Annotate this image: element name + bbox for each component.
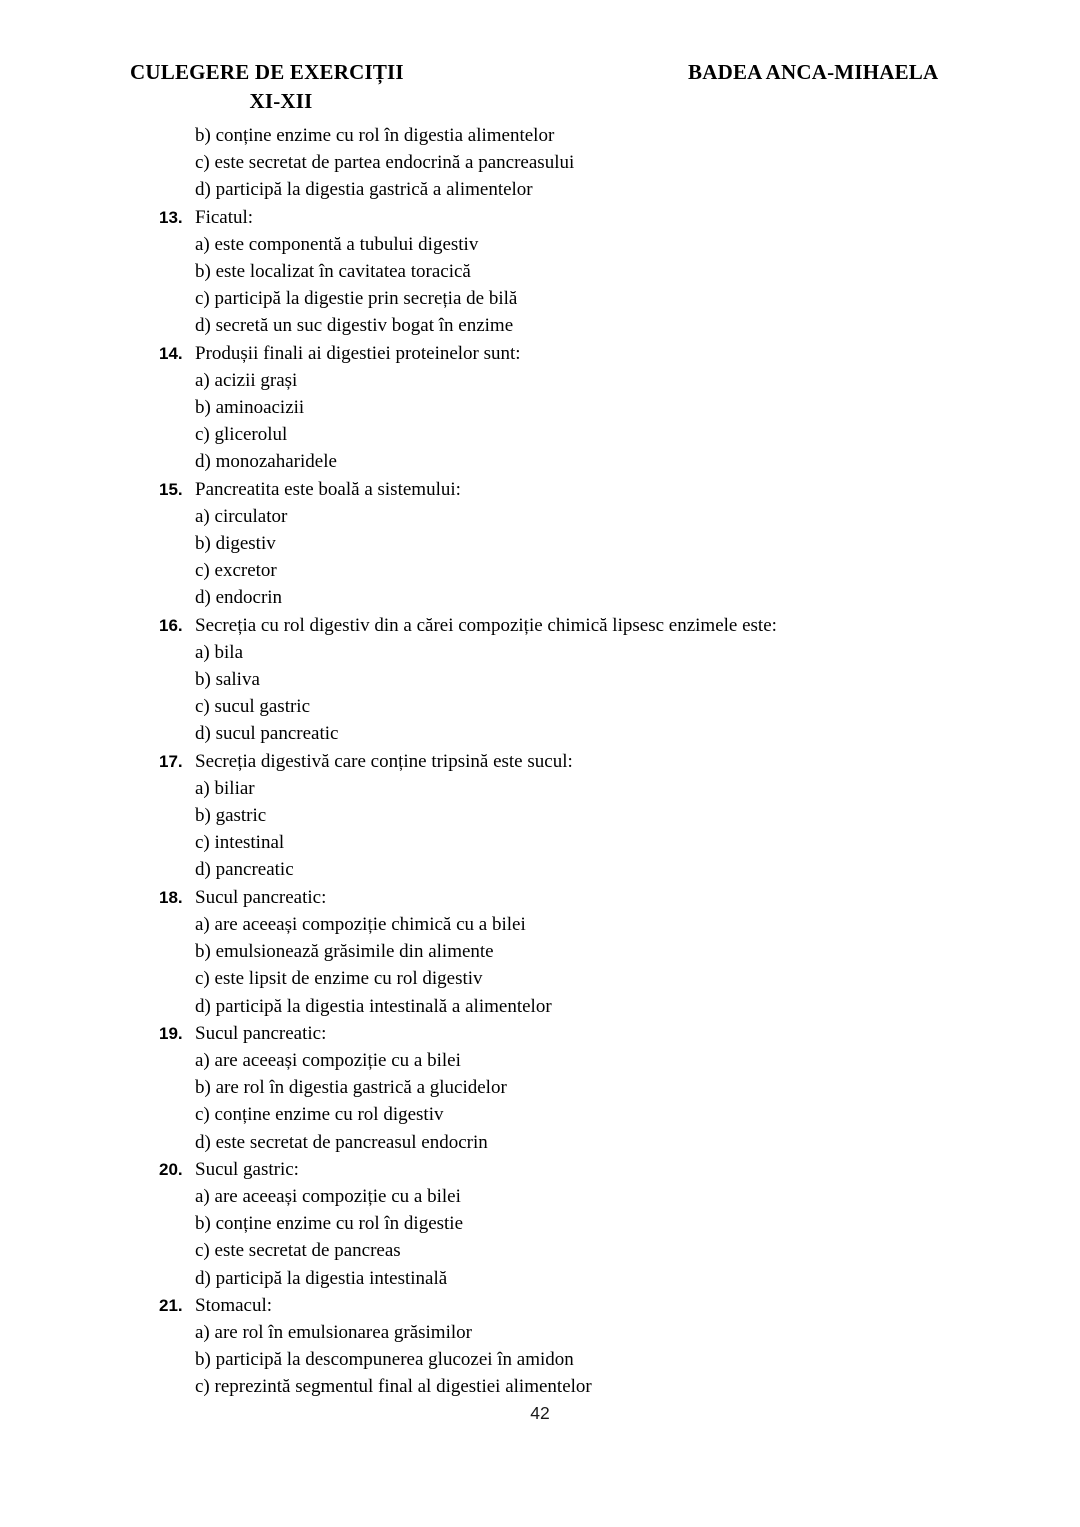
question-number: 16. [159, 615, 183, 635]
question-number: 17. [159, 751, 183, 771]
option-line: b) digestiv [195, 533, 276, 555]
option-line: a) circulator [195, 505, 288, 527]
header-left [130, 58, 432, 116]
option-line: a) este componentă a tubului digestiv [195, 233, 479, 255]
option-line: d) monozaharidele [195, 451, 337, 473]
question-number: 19. [159, 1023, 183, 1043]
option-line: a) are aceeași compoziție chimică cu a bilei [195, 913, 526, 935]
option-line: b) participă la descompunerea glucozei în amidon [195, 1349, 574, 1371]
question-line [0, 748, 1080, 775]
option-line: b) are rol în digestia gastrică a glucidelor [195, 1077, 507, 1099]
document-subtitle: XI-XII [249, 89, 313, 113]
option-line: d) secretă un suc digestiv bogat în enzime [195, 315, 514, 337]
option-line: b) aminoacizii [195, 397, 305, 419]
question-line [0, 476, 1080, 503]
option-line: d) endocrin [195, 587, 283, 609]
option-line: c) intestinal [195, 832, 285, 854]
question-line [0, 612, 1080, 639]
option-line: c) este lipsit de enzime cu rol digestiv [195, 968, 483, 990]
question-line [0, 1020, 1080, 1047]
question-line [0, 1292, 1080, 1319]
question-line [0, 1156, 1080, 1183]
question-prompt: Ficatul: [195, 206, 254, 228]
questions-list [0, 122, 1080, 1401]
question-line [0, 204, 1080, 231]
option-line: c) este secretat de pancreas [195, 1240, 401, 1262]
document-title: CULEGERE DE EXERCIȚII [130, 60, 404, 84]
option-line: b) emulsionează grăsimile din alimente [195, 941, 494, 963]
question-number: 20. [159, 1159, 183, 1179]
question-number: 13. [159, 207, 183, 227]
option-line: c) conține enzime cu rol digestiv [195, 1104, 444, 1126]
option-line: a) bila [195, 641, 244, 663]
option-line: b) conține enzime cu rol în digestia alimentelor [195, 125, 555, 146]
question-number: 21. [159, 1295, 183, 1315]
option-line: a) are aceeași compoziție cu a bilei [195, 1185, 461, 1207]
option-line: d) sucul pancreatic [195, 723, 339, 745]
question-prompt: Sucul pancreatic: [195, 1022, 327, 1044]
option-line: b) este localizat în cavitatea toracică [195, 261, 471, 283]
option-line: b) gastric [195, 805, 267, 827]
question-prompt: Pancreatita este boală a sistemului: [195, 478, 461, 500]
option-line: a) are rol în emulsionarea grăsimilor [195, 1321, 472, 1343]
option-line: a) are aceeași compoziție cu a bilei [195, 1049, 461, 1071]
option-line: d) participă la digestia intestinală [195, 1267, 448, 1289]
document-author: BADEA ANCA-MIHAELA [688, 60, 939, 84]
option-line: c) excretor [195, 560, 277, 582]
option-line: c) reprezintă segmentul final al digestiei alimentelor [195, 1376, 592, 1398]
question-prompt: Secreția digestivă care conține tripsină este sucul: [195, 750, 573, 772]
question-number: 15. [159, 479, 183, 499]
option-line: d) participă la digestia gastrică a alimentelor [195, 179, 533, 201]
question-line [0, 884, 1080, 911]
question-prompt: Sucul gastric: [195, 1158, 299, 1180]
question-number: 18. [159, 887, 183, 907]
option-line: b) conține enzime cu rol în digestie [195, 1213, 464, 1235]
option-line: c) glicerolul [195, 424, 288, 446]
option-line: d) participă la digestia intestinală a alimentelor [195, 995, 552, 1017]
question-number: 14. [159, 343, 183, 363]
option-line: b) saliva [195, 669, 260, 691]
option-line: c) este secretat de partea endocrină a pancreasului [195, 152, 575, 174]
question-prompt: Sucul pancreatic: [195, 886, 327, 908]
question-line [0, 340, 1080, 367]
question-prompt: Secreția cu rol digestiv din a cărei compoziție chimică lipsesc enzimele este: [195, 614, 777, 636]
option-line: d) este secretat de pancreasul endocrin [195, 1131, 488, 1153]
option-line: c) participă la digestie prin secreția de bilă [195, 288, 518, 310]
question-prompt: Stomacul: [195, 1294, 273, 1316]
page-number: 42 [530, 1403, 550, 1423]
option-line: d) pancreatic [195, 859, 294, 881]
option-line: c) sucul gastric [195, 696, 311, 718]
question-prompt: Produșii finali ai digestiei proteinelor sunt: [195, 342, 521, 364]
option-line: a) biliar [195, 777, 255, 799]
option-line: a) acizii grași [195, 369, 298, 391]
